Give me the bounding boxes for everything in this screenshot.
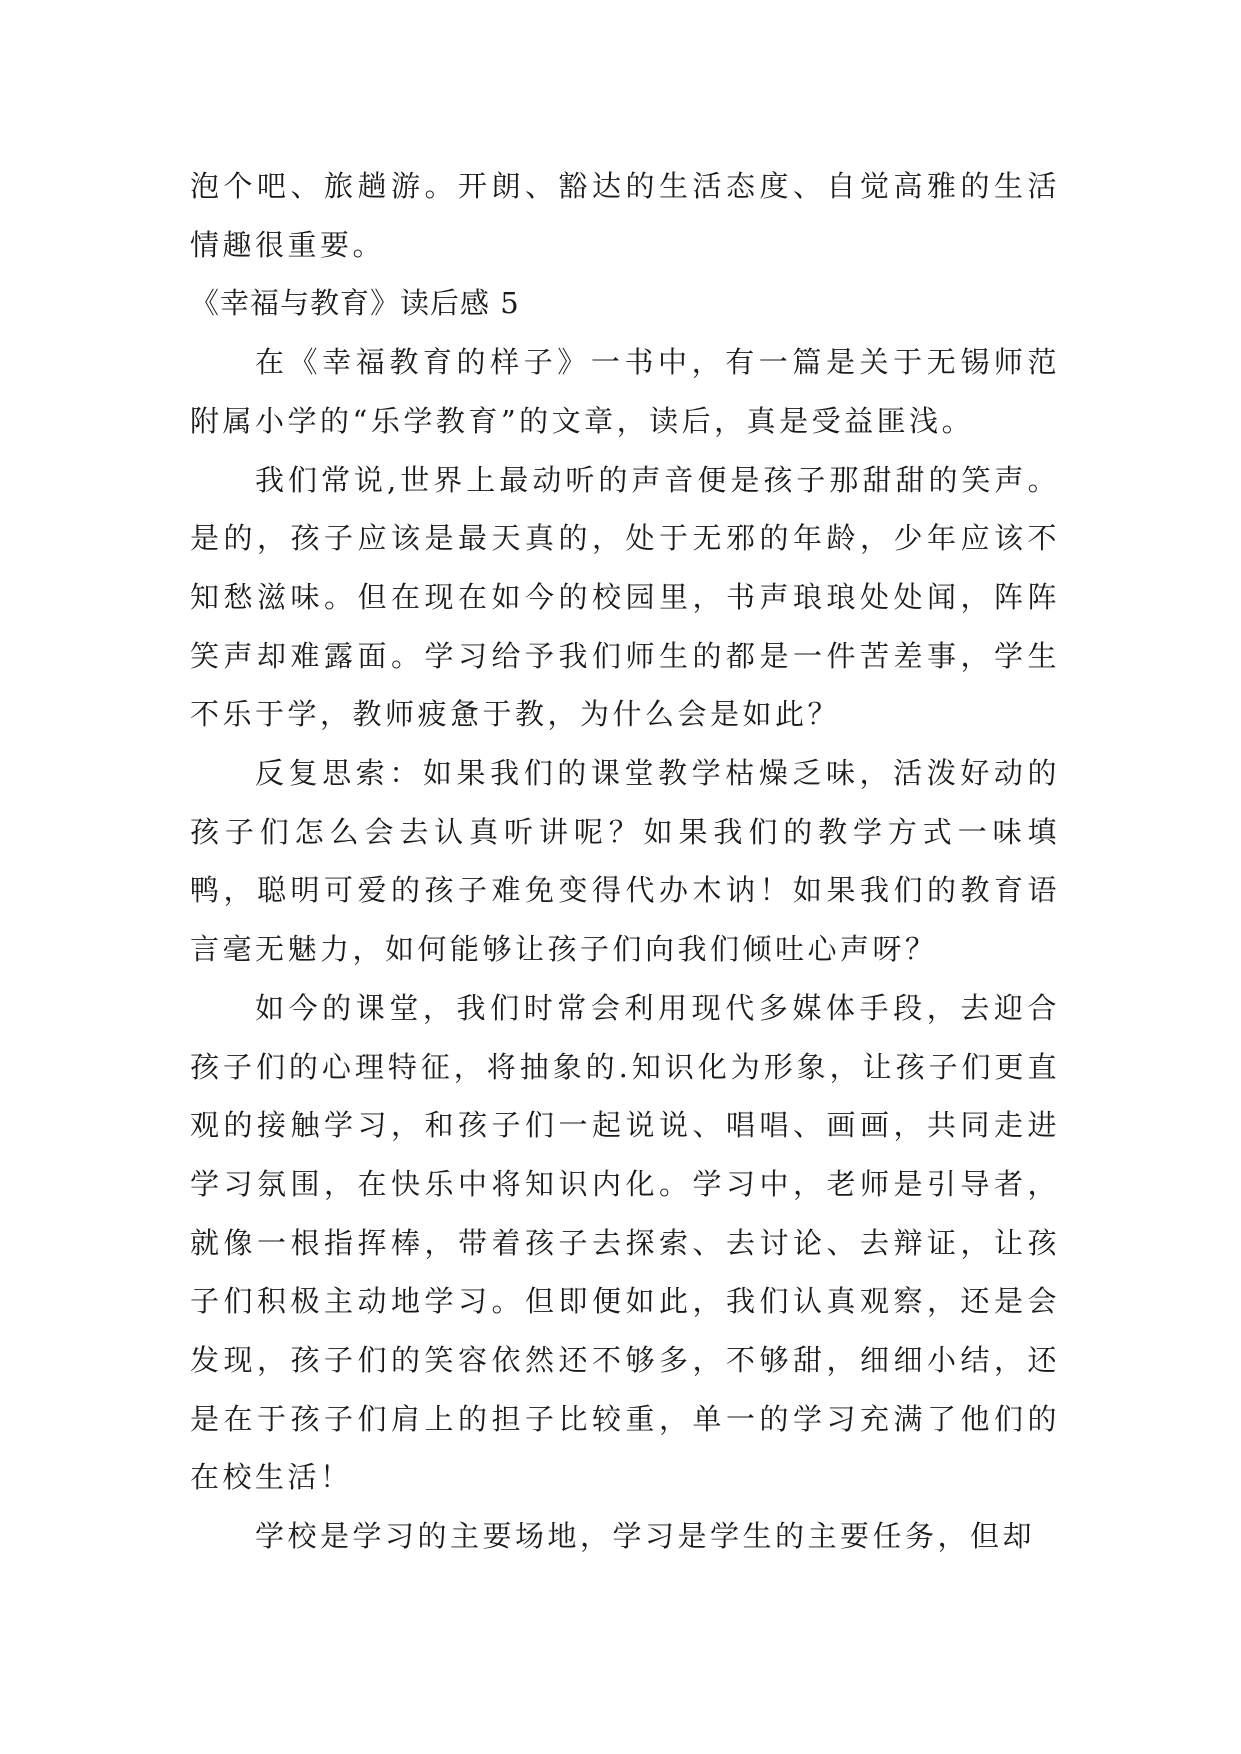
body-paragraph: 我们常说,世界上最动听的声音便是孩子那甜甜的笑声。是的，孩子应该是最天真的，处于无邪的年龄，少年应该不知愁滋味。但在现在如今的校园里，书声琅琅处处闻，阵阵笑声却难露面。学习给予我们师生的都是一件苦差事，学生不乐于学，教师疲惫于教，为什么会是如此？ bbox=[190, 462, 1060, 732]
body-paragraph: 反复思索：如果我们的课堂教学枯燥乏味，活泼好动的孩子们怎么会去认真听讲呢？如果我们的教学方式一味填鸭，聪明可爱的孩子难免变得代办木讷！如果我们的教育语言毫无魅力，如何能够让孩子们向我们倾吐心声呀？ bbox=[190, 756, 1060, 967]
document-body bbox=[190, 157, 1060, 1566]
body-paragraph: 如今的课堂，我们时常会利用现代多媒体手段，去迎合孩子们的心理特征，将抽象的.知识化为形象，让孩子们更直观的接触学习，和孩子们一起说说、唱唱、画画，共同走进学习氛围，在快乐中将知识内化。学习中，老师是引导者，就像一根指挥棒，带着孩子去探索、去讨论、去辩证，让孩子们积极主动地学习。但即便如此，我们认真观察，还是会发现，孩子们的笑容依然还不够多，不够甜，细细小结，还是在于孩子们肩上的担子比较重，单一的学习充满了他们的在校生活！ bbox=[190, 990, 1060, 1495]
section-heading: 《幸福与教育》读后感 5 bbox=[190, 286, 520, 321]
continuation-paragraph: 泡个吧、旅趟游。开朗、豁达的生活态度、自觉高雅的生活情趣很重要。 bbox=[190, 169, 1060, 262]
body-paragraph: 在《幸福教育的样子》一书中，有一篇是关于无锡师范附属小学的“乐学教育”的文章，读后，真是受益匪浅。 bbox=[190, 345, 1060, 438]
body-paragraph: 学校是学习的主要场地，学习是学生的主要任务，但却 bbox=[255, 1519, 1036, 1554]
